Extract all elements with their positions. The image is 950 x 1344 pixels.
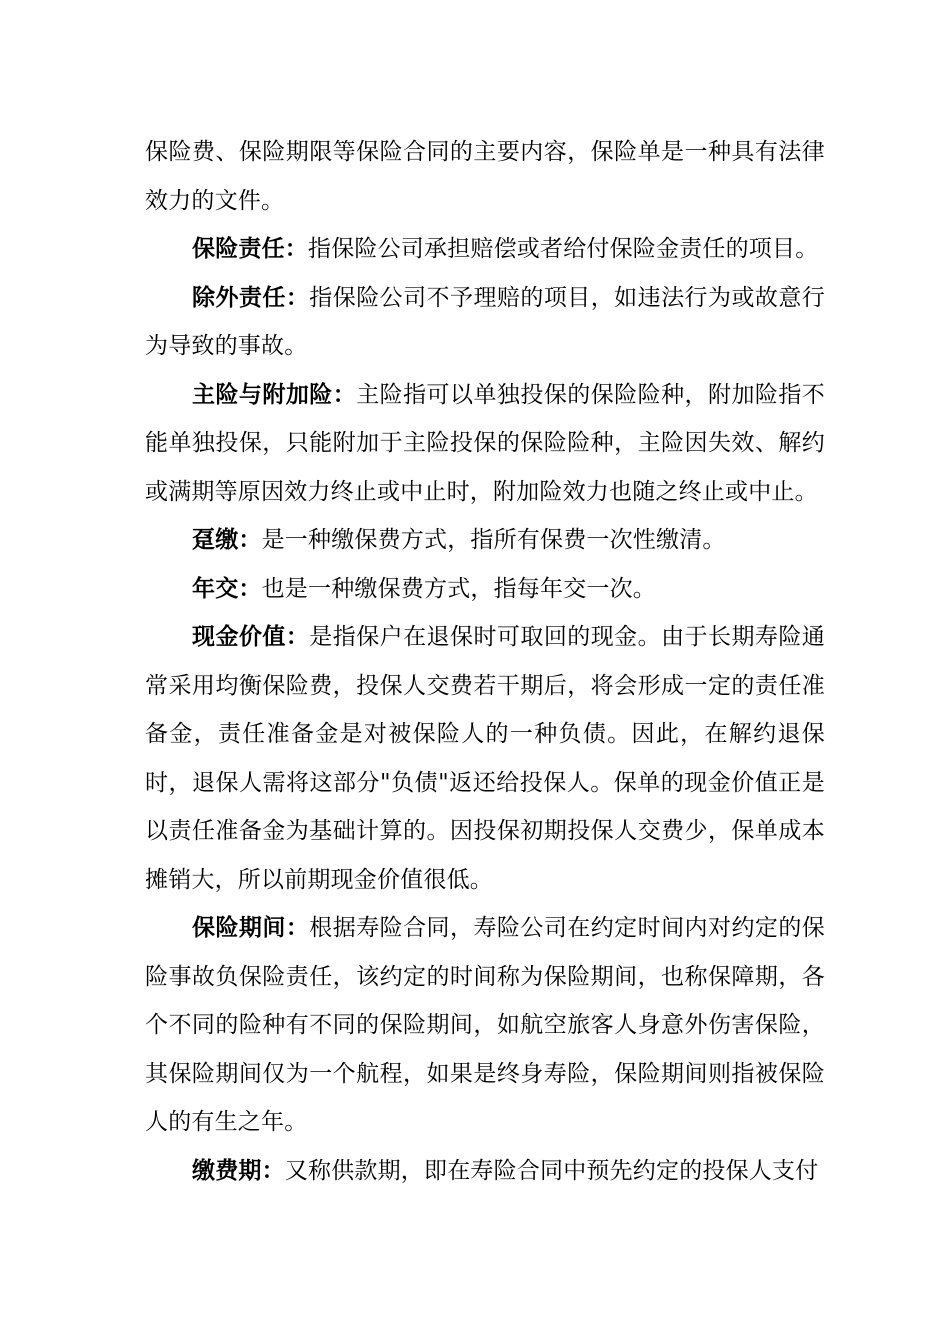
paragraph-5	[145, 565, 825, 614]
term-label: 主险与附加险：	[192, 381, 357, 408]
paragraph-7	[145, 904, 825, 1147]
paragraph-text: 根据寿险合同，寿险公司在约定时间内对约定的保险事故负保险责任，该约定的时间称为保险期间，也称保障期，各个不同的险种有不同的保险期间，如航空旅客人身意外伤害保险，其保险期间仅为一个航程，如果是终身寿险，保险期间则指被保险人的有生之年。	[145, 915, 826, 1135]
term-label: 保险责任：	[192, 236, 308, 262]
paragraph-8	[145, 1147, 825, 1196]
paragraph-0	[145, 128, 825, 225]
paragraph-text: 是一种缴保费方式，指所有保费一次性缴清。	[261, 527, 726, 553]
term-label: 现金价值：	[192, 624, 310, 650]
paragraph-text: 指保险公司不予理赔的项目，如违法行为或故意行为导致的事故。	[145, 284, 826, 359]
term-label: 年交：	[192, 575, 262, 602]
paragraph-text: 指保险公司承担赔偿或者给付保险金责任的项目。	[308, 236, 819, 262]
paragraph-2	[145, 274, 825, 371]
paragraph-text: 又称供款期，即在寿险合同中预先约定的投保人支付	[284, 1157, 819, 1184]
paragraph-text: 主险指可以单独投保的保险险种，附加险指不能单独投保，只能附加于主险投保的保险险种，主险因失效、解约或满期等原因效力终止或中止时，附加险效力也随之终止或中止。	[145, 381, 826, 505]
document-body	[145, 128, 825, 1195]
paragraph-6	[145, 613, 825, 904]
paragraph-text: 也是一种缴保费方式，指每年交一次。	[261, 575, 657, 602]
paragraph-text: 保险费、保险期限等保险合同的主要内容，保险单是一种具有法律效力的文件。	[145, 139, 825, 214]
term-label: 除外责任：	[192, 284, 310, 311]
paragraph-text: 是指保户在退保时可取回的现金。由于长期寿险通常采用均衡保险费，投保人交费若干期后，将会形成一定的责任准备金，责任准备金是对被保险人的一种负债。因此，在解约退保时，退保人需将这部分"负债"返还给投保人。保单的现金价值正是以责任准备金为基础计算的。因投保初期投保人交费少，保单成本摊销大，所以前期现金价值很低。	[145, 624, 826, 893]
term-label: 趸缴：	[192, 527, 262, 553]
term-label: 保险期间：	[192, 915, 310, 941]
paragraph-3	[145, 371, 825, 517]
paragraph-4	[145, 516, 825, 565]
paragraph-1	[145, 225, 825, 274]
term-label: 缴费期：	[192, 1157, 285, 1184]
